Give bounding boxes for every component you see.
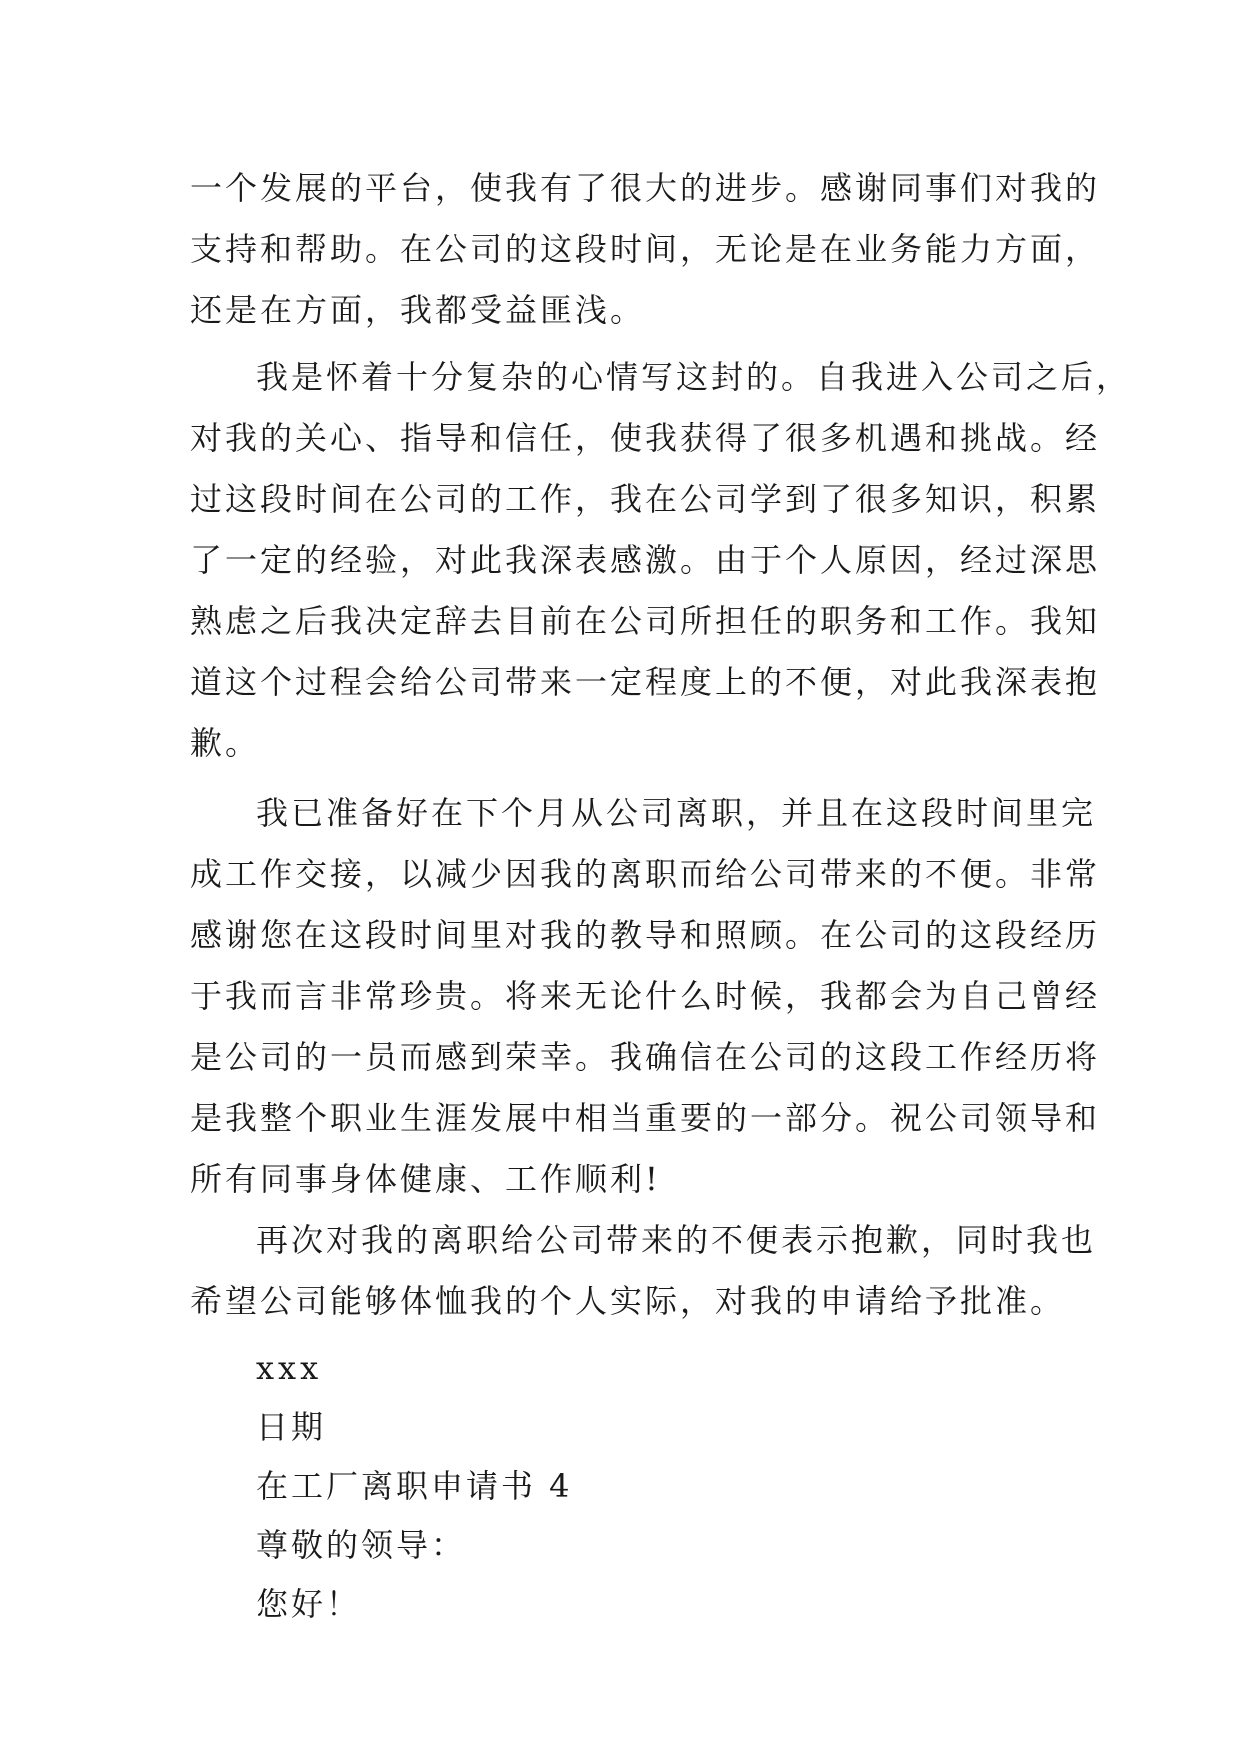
text-line: 希望公司能够体恤我的个人实际，对我的申请给予批准。 xyxy=(190,1282,1066,1320)
letter-closing xyxy=(190,1339,1060,1634)
paragraph-4 xyxy=(190,1210,1097,1332)
salutation: 尊敬的领导： xyxy=(256,1526,467,1564)
text-line: 熟虑之后我决定辞去目前在公司所担任的职务和工作。我知 xyxy=(190,602,1101,640)
text-line: 道这个过程会给公司带来一定程度上的不便，对此我深表抱 xyxy=(190,663,1101,701)
date-label: 日期 xyxy=(256,1408,327,1446)
text-line: 我是怀着十分复杂的心情写这封的。自我进入公司之后， xyxy=(256,358,1132,396)
text-line: 是公司的一员而感到荣幸。我确信在公司的这段工作经历将 xyxy=(190,1038,1101,1076)
paragraph-2 xyxy=(190,347,1132,774)
signature: xxx xyxy=(256,1349,323,1387)
text-line: 感谢您在这段时间里对我的教导和照顾。在公司的这段经历 xyxy=(190,916,1101,954)
text-line: 再次对我的离职给公司带来的不便表示抱歉，同时我也 xyxy=(256,1221,1097,1259)
greeting: 您好！ xyxy=(256,1585,362,1623)
text-line: 成工作交接，以减少因我的离职而给公司带来的不便。非常 xyxy=(190,855,1101,893)
text-line: 支持和帮助。在公司的这段时间，无论是在业务能力方面， xyxy=(190,230,1101,268)
text-line: 歉。 xyxy=(190,724,261,762)
text-line: 所有同事身体健康、工作顺利! xyxy=(190,1160,661,1198)
paragraph-1 xyxy=(190,158,1101,341)
next-document-title: 在工厂离职申请书 4 xyxy=(256,1467,573,1505)
letter-body xyxy=(190,158,1132,1634)
text-line: 于我而言非常珍贵。将来无论什么时候，我都会为自己曾经 xyxy=(190,977,1101,1015)
text-line: 是我整个职业生涯发展中相当重要的一部分。祝公司领导和 xyxy=(190,1099,1101,1137)
text-line: 了一定的经验，对此我深表感激。由于个人原因，经过深思 xyxy=(190,541,1101,579)
text-line: 过这段时间在公司的工作，我在公司学到了很多知识，积累 xyxy=(190,480,1101,518)
text-line: 我已准备好在下个月从公司离职，并且在这段时间里完 xyxy=(256,794,1097,832)
text-line: 对我的关心、指导和信任，使我获得了很多机遇和挑战。经 xyxy=(190,419,1101,457)
text-line: 一个发展的平台，使我有了很大的进步。感谢同事们对我的 xyxy=(190,169,1101,207)
text-line: 还是在方面，我都受益匪浅。 xyxy=(190,291,646,329)
paragraph-3 xyxy=(190,783,1101,1210)
